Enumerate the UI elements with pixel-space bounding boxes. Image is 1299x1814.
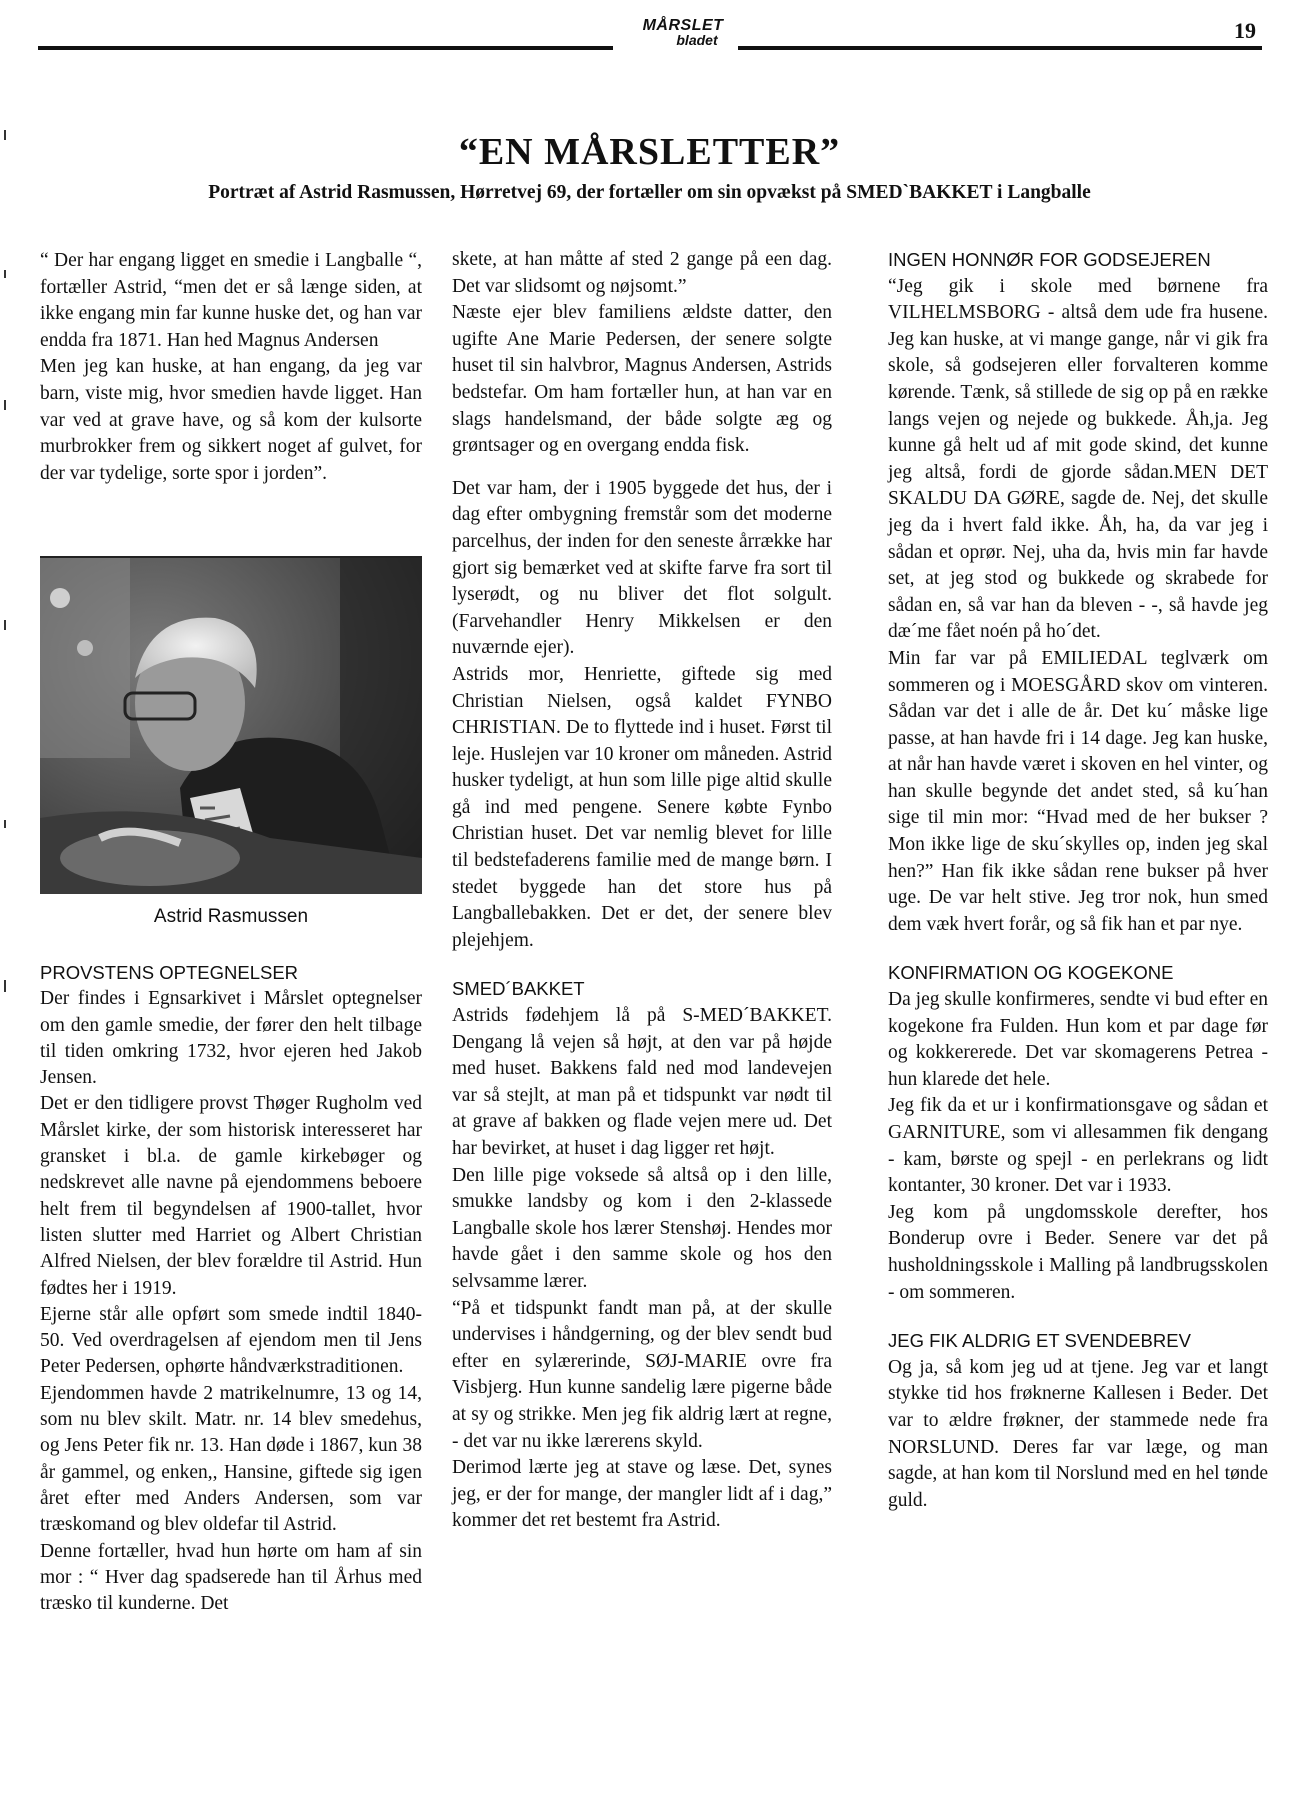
page-number: 19 bbox=[1234, 18, 1256, 43]
paragraph: Og ja, så kom jeg ud at tjene. Jeg var et langt stykke tid hos frøknerne Kallesen i Beder. Det var to ældre frøkner, der stammede nede fra NORSLUND. Deres far var læge, og man sagde, at han kom til Norslund med en hel tønde guld. bbox=[888, 1356, 1268, 1511]
paragraph: Men jeg kan huske, at han engang, da jeg var barn, viste mig, hvor smedien havde ligget. Han var ved at grave have, og så kom der kulsorte murbrokker frem og sikkert noget af gulvet, for der var tydelige, sorte spor i jorden”. bbox=[40, 356, 422, 484]
paragraph: Den lille pige voksede så altså op i den lille, smukke landsby og kom i den 2-klassede Langballe skole hos lærer Stenshøj. Hendes mor havde gået i den samme skole og hos den selvsamme lærer. bbox=[452, 1164, 832, 1292]
section-heading: KONFIRMATION OG KOGEKONE bbox=[888, 962, 1174, 984]
paragraph: Det var ham, der i 1905 byggede det hus, der i dag efter ombygning fremstår som det moderne parcelhus, der inden for den seneste årrække har gjort sig bemærket ved at skifte farve fra sort til lyserødt, og nu bliver det flot solgult. (Farvehandler Henry Mikkelsen er den nuværnde ejer). bbox=[452, 477, 832, 659]
article-subtitle: Portræt af Astrid Rasmussen, Hørretvej 69, der fortæller om sin opvækst på SMED`BAKKET i Langballe bbox=[208, 182, 1091, 203]
paragraph: Derimod lærte jeg at stave og læse. Det, synes jeg, er der for mange, der mangler lidt af i dag,” kommer det ret bestemt fra Astrid. bbox=[452, 1457, 832, 1532]
portrait-photo bbox=[40, 556, 422, 894]
scan-edge-marks bbox=[0, 120, 12, 1020]
paragraph: Ejendommen havde 2 matrikelnumre, 13 og 14, som nu blev skilt. Matr. nr. 14 blev smedehus, og Jens Peter fik nr. 13. Han døde i 1867, kun 38 år gammel, og enken,, Hansine, giftede sig igen året efter med Anders Andersen, som var træskomand og blev oldefar til Astrid. bbox=[40, 1382, 422, 1536]
column-1-top bbox=[40, 248, 422, 487]
logo-line-1: MÅRSLET bbox=[642, 17, 724, 34]
paragraph: “På et tidspunkt fandt man på, at der skulle undervises i håndgerning, og der blev sendt bud efter en sylærerinde, SØJ-MARIE ovre fra Visbjerg. Hun kunne sandelig lære pigerne både at sy og strikke. Men jeg fik aldrig lært at regne, - det var nu ikke lærerens skyld. bbox=[452, 1297, 832, 1452]
portrait-photo-image bbox=[40, 558, 422, 894]
logo-line-2: bladet bbox=[676, 32, 718, 48]
paragraph: Denne fortæller, hvad hun hørte om ham af sin mor : “ Hver dag spadserede han til Århus med træsko til kunderne. Det bbox=[40, 1540, 422, 1615]
paragraph: Jeg fik da et ur i konfirmationsgave og sådan et GARNITURE, som vi allesammen fik dengang - kam, børste og spejl - en perlekrans og lidt kontanter, 30 kroner. Det var i 1933. bbox=[888, 1095, 1268, 1197]
section-heading: PROVSTENS OPTEGNELSER bbox=[40, 962, 299, 983]
paragraph: Min far var på EMILIEDAL teglværk om sommeren og i MOESGÅRD skov om vinteren. Sådan var det i alle de år. Det ku´ måske lige passe, at han havde fri i 14 dage. Jeg kan huske, at når han havde været i skoven en hel vinter, og han skulle begynde det andet sted, så ku´han sige til min mor: “Hvad med de her bukser ? Mon ikke lige de sku´skylles op, inden jeg skal hen?” Han fik ikke sådan rene bukser på hver uge. De var helt stive. Jeg tror nok, hun smed dem væk hvert forår, og så fik han et par nye. bbox=[888, 647, 1268, 935]
paragraph: “ Der har engang ligget en smedie i Langballe “, fortæller Astrid, “men det er så længe siden, at ikke engang min far kunne huske det, og han var endda fra 1871. Han hed Magnus Andersen bbox=[40, 250, 422, 351]
section-heading: INGEN HONNØR FOR GODSEJEREN bbox=[888, 249, 1211, 270]
paragraph: Der findes i Egnsarkivet i Mårslet optegnelser om den gamle smedie, der fører den helt tilbage til tiden omkring 1732, hvor ejeren hed Jakob Jensen. bbox=[40, 988, 422, 1089]
paragraph: Næste ejer blev familiens ældste datter, den ugifte Ane Marie Pedersen, der senere solgte huset til sin halvbror, Magnus Andersen, Astrids bedstefar. Om ham fortæller hun, at han var en slags handelsmand, der både solgte æg og grøntsager og en overgang endda fisk. bbox=[452, 302, 832, 457]
paragraph: “Jeg gik i skole med børnene fra VILHELMSBORG - altså dem ude fra husene. Jeg kan huske, at vi mange gange, når vi gik fra skole, så godsejeren eller forvalteren komme kørende. Tænk, så stillede de sig op på en række langs vejen og nejede og bukkede. Åh,ja. Jeg kunne gå helt ud af mit gode skind, det kunne jeg altså, fordi de gjorde sådan.MEN DET SKALDU DA GØRE, sagde de. Nej, det skulle jeg da i hvert fald ikke. Åh, ha, da var jeg i sådan et oprør. Nej, uha da, hvis min far havde set, at jeg stod og bukkede og skrabede for sådan en, så var han da bleven - -, så havde jeg dæ´me fået noén på ho´det. bbox=[888, 275, 1268, 643]
photo-caption: Astrid Rasmussen bbox=[153, 906, 309, 927]
paragraph: Ejerne står alle opført som smede indtil 1840-50. Ved overdragelsen af ejendom men til Jens Peter Pedersen, ophørte håndværkstraditionen. bbox=[40, 1303, 422, 1378]
column-1-bottom bbox=[40, 960, 422, 1617]
header-rule-left bbox=[38, 46, 613, 50]
paragraph: Jeg kom på ungdomsskole derefter, hos Bonderup ovre i Beder. Senere var det på husholdningsskole i Malling på landbrugsskolen - om sommeren. bbox=[888, 1201, 1268, 1303]
magazine-logo bbox=[638, 18, 728, 48]
article-title: “EN MÅRSLETTER” bbox=[458, 131, 841, 173]
column-3 bbox=[888, 247, 1268, 1514]
paragraph: Astrids fødehjem lå på S-MED´BAKKET. Dengang lå vejen så højt, at den var på højde med huset. Bakkens fald ned mod landevejen var så stejlt, at man på et tidspunkt var nødt til at grave af bakken og flade vejen mere ud. Det har bevirket, at huset i dag ligger ret højt. bbox=[452, 1005, 832, 1159]
column-2 bbox=[452, 247, 832, 1535]
section-heading: JEG FIK ALDRIG ET SVENDEBREV bbox=[888, 1330, 1191, 1352]
header-rule-right bbox=[738, 46, 1262, 50]
paragraph: Da jeg skulle konfirmeres, sendte vi bud efter en kogekone fra Fulden. Hun kom et par dage før og kokkererede. Det var skomagerens Petrea - hun klarede det hele. bbox=[888, 989, 1268, 1090]
page-header bbox=[38, 14, 1262, 58]
paragraph: Det er den tidligere provst Thøger Rugholm ved Mårslet kirke, der som historisk interesseret har gransket i bl.a. de gamle kirkebøger og nedskrevet alle navne på ejendommens beboere helt frem til begyndelsen af 1900-tallet, hvor listen slutter med Harriet og Albert Christian Alfred Nielsen, der blev forældre til Astrid. Hun fødtes her i 1919. bbox=[40, 1093, 422, 1299]
section-heading: SMED´BAKKET bbox=[452, 978, 585, 1000]
paragraph: skete, at han måtte af sted 2 gange på een dag. Det var slidsomt og nøjsomt.” bbox=[452, 249, 832, 297]
paragraph: Astrids mor, Henriette, giftede sig med Christian Nielsen, også kaldet FYNBO CHRISTIAN. De to flyttede ind i huset. Først til leje. Huslejen var 10 kroner om måneden. Astrid husker tydeligt, at hun som lille pige altid skulle gå ind med pengene. Senere købte Fynbo Christian huset. Det var nemlig blevet for lille til bedstefaderens familie med de mange børn. I stedet byggede han det store hus på Langballebakken. Det er det, der senere blev plejehjem. bbox=[452, 663, 832, 951]
